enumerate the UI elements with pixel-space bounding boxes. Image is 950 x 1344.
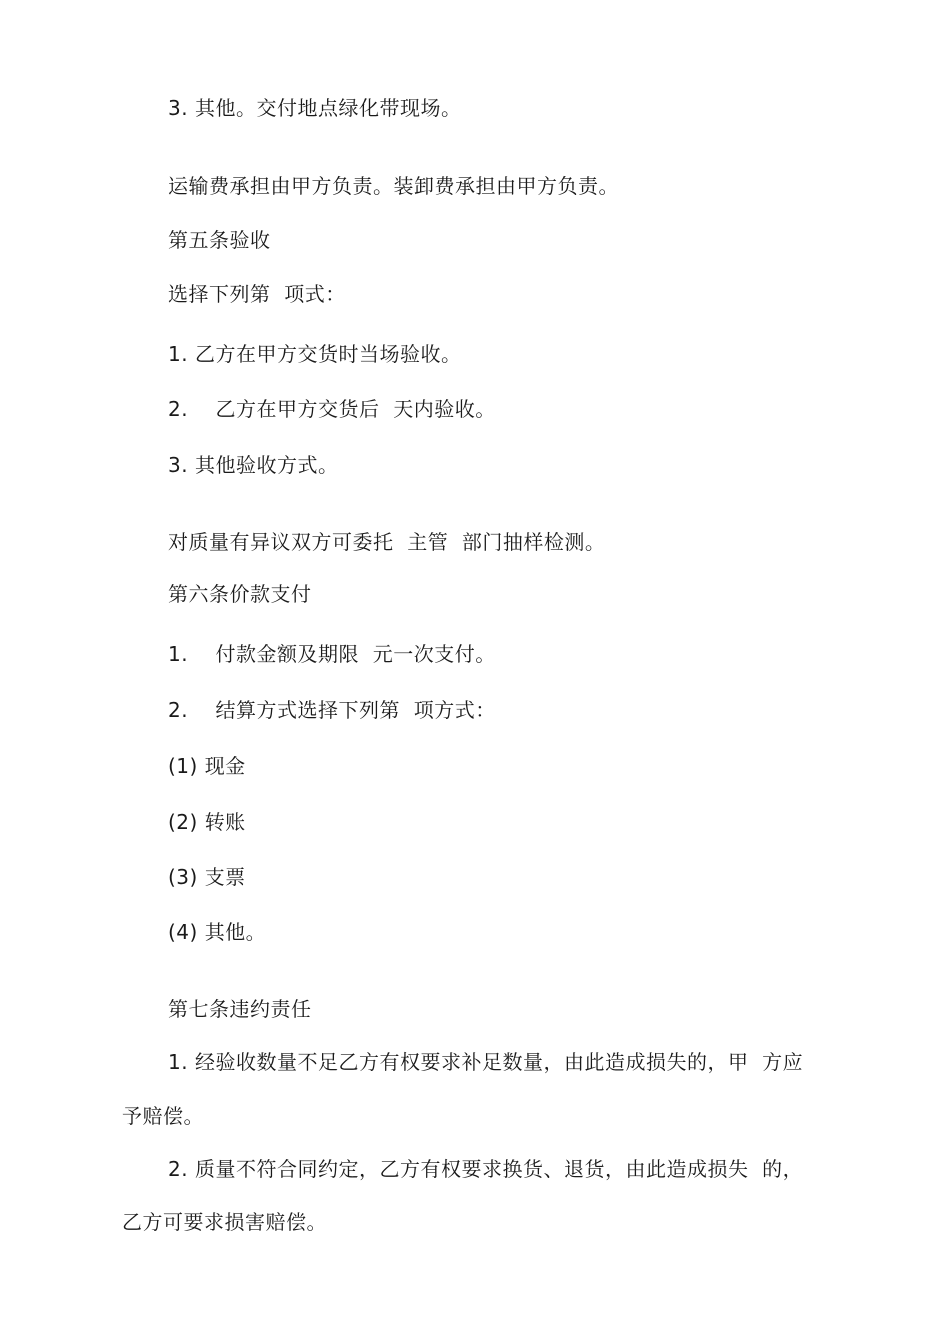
freight-cost-line: 运输费承担由甲方负责。装卸费承担由甲方负责。 — [168, 174, 619, 198]
article-six-heading: 第六条价款支付 — [168, 582, 312, 606]
liability-clause-2-cont: 乙方可要求损害赔偿。 — [122, 1210, 327, 1234]
acceptance-option-1: 1. 乙方在甲方交货时当场验收。 — [168, 342, 462, 366]
liability-clause-1: 1. 经验收数量不足乙方有权要求补足数量，由此造成损失的，甲 方应 — [168, 1050, 804, 1074]
liability-clause-2: 2. 质量不符合同约定，乙方有权要求换货、退货，由此造成损失 的， — [168, 1157, 804, 1181]
settlement-option-cash: (1) 现金 — [168, 754, 246, 778]
settlement-option-transfer: (2) 转账 — [168, 810, 246, 834]
settlement-method-line: 2. 结算方式选择下列第 项方式： — [168, 698, 496, 722]
article-five-heading: 第五条验收 — [168, 228, 271, 252]
acceptance-option-2: 2. 乙方在甲方交货后 天内验收。 — [168, 397, 496, 421]
acceptance-choice-line: 选择下列第 项式： — [168, 282, 346, 306]
settlement-option-cheque: (3) 支票 — [168, 865, 246, 889]
acceptance-option-3: 3. 其他验收方式。 — [168, 453, 339, 477]
delivery-other-line: 3. 其他。交付地点绿化带现场。 — [168, 96, 462, 120]
payment-amount-line: 1. 付款金额及期限 元一次支付。 — [168, 642, 496, 666]
quality-dispute-line: 对质量有异议双方可委托 主管 部门抽样检测。 — [168, 530, 606, 554]
article-seven-heading: 第七条违约责任 — [168, 997, 312, 1021]
settlement-option-other: (4) 其他。 — [168, 920, 267, 944]
liability-clause-1-cont: 予赔偿。 — [122, 1104, 204, 1128]
